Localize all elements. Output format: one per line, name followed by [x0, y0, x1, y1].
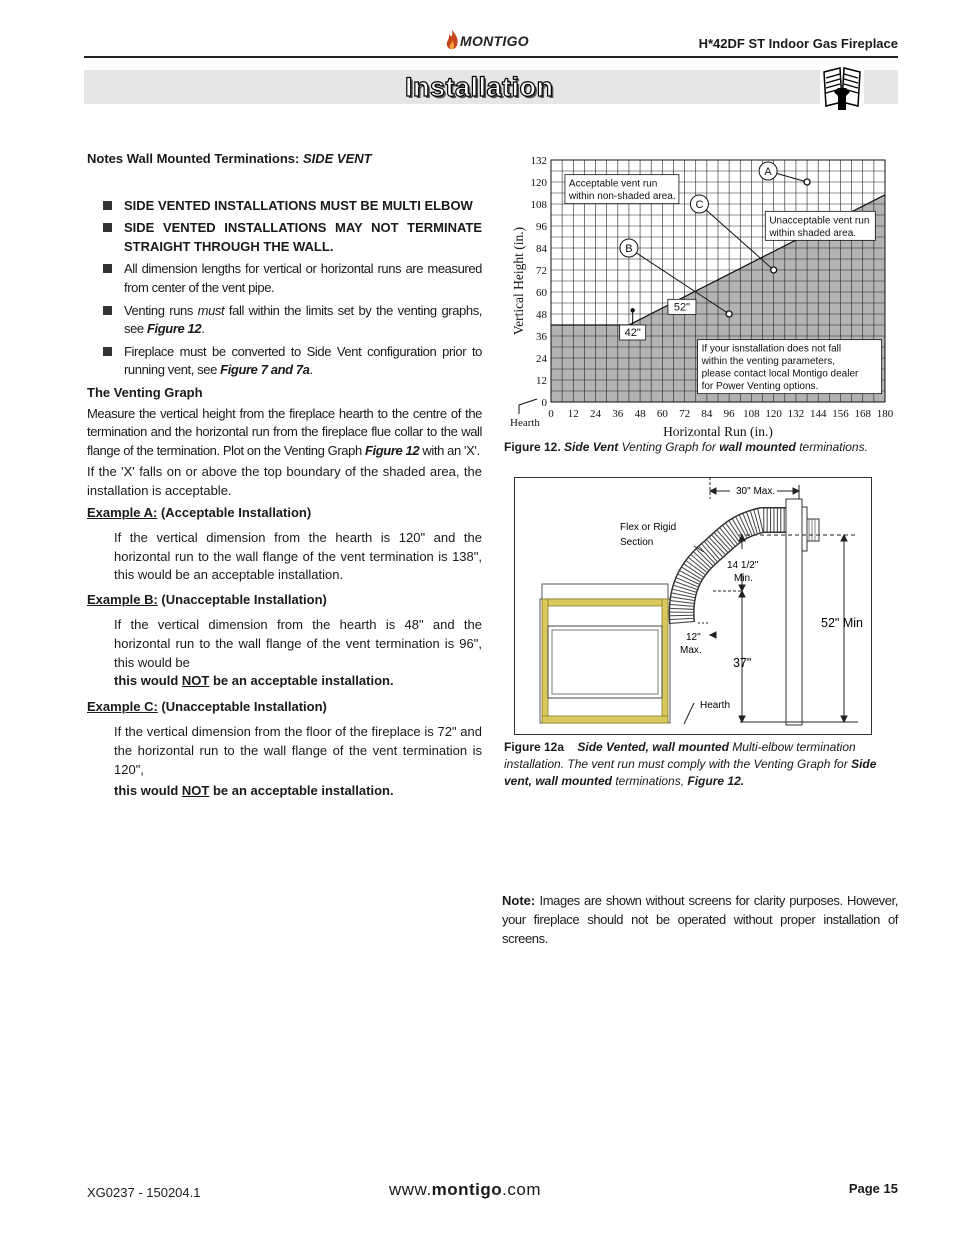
x-tick-label: 72 [679, 408, 691, 420]
example-b-text: If the vertical dimension from the hearth is 48" and the horizontal run to the wall flange of the vent termination is 96", this would be [114, 617, 482, 670]
example-c-heading: Example C: (Unacceptable Installation) [87, 698, 327, 714]
fireplace-drawing [540, 584, 670, 723]
label-12: 12" [686, 632, 701, 643]
note-acceptable-line: Acceptable vent run [568, 178, 658, 190]
y-tick-label: 96 [536, 221, 547, 233]
label-30-max: 30" Max. [736, 486, 776, 497]
example-b-heading: Example B: (Unacceptable Installation) [87, 591, 327, 607]
x-tick-label: 96 [723, 408, 735, 420]
point-b [726, 311, 732, 317]
montigo-logo [444, 26, 529, 56]
bullet-no-straight: SIDE VENTED INSTALLATIONS MAY NOT TERMINATE STRAIGHT THROUGH THE WALL. [87, 219, 482, 256]
x-tick-label: 108 [743, 408, 760, 420]
marker-label-b: B [625, 243, 633, 255]
x-tick-label: 144 [809, 408, 827, 420]
y-tick-label: 48 [536, 309, 547, 321]
manual-book-icon [820, 64, 864, 112]
website-url[interactable]: www.montigo.com [389, 1180, 542, 1199]
label-37: 37" [733, 656, 752, 670]
note-power-venting-line: for Power Venting options. [701, 381, 819, 393]
venting-graph-heading: The Venting Graph [87, 384, 203, 400]
label-max: Max. [680, 645, 702, 656]
x-tick-label: 12 [567, 408, 579, 420]
left-column [87, 150, 482, 801]
example-c-text: If the vertical dimension from the floor of the fireplace is 72" and the horizontal run to the wall flange of the vent termination is 120", [114, 724, 482, 777]
document-code: XG0237 - 150204.1 [87, 1185, 201, 1200]
brand-name: MONTIGO [460, 33, 529, 49]
y-tick-label: 60 [536, 287, 547, 299]
marker-label-c: C [695, 199, 704, 211]
bullet-multi-elbow: SIDE VENTED INSTALLATIONS MUST BE MULTI ELBOW [87, 197, 482, 216]
example-b-verdict: this would NOT be an acceptable installation. [114, 673, 394, 689]
bullet-conversion: Fireplace must be converted to Side Vent configuration prior to running vent, see Figure 7 and 7a. [87, 343, 482, 380]
notes-heading [87, 150, 482, 169]
y-tick-label: 132 [530, 155, 547, 167]
x-tick-label: 0 [548, 408, 554, 420]
label-52-min: 52" Min [821, 616, 863, 630]
example-a-text: If the vertical dimension from the hearth is 120" and the horizontal run to the wall flange of the vent termination is 138", this would be an acceptable installation. [114, 530, 482, 583]
x-tick-label: 36 [612, 408, 624, 420]
note-power-venting-line: If your isnstallation does not fall [701, 343, 842, 355]
figure-12a-caption: Figure 12a Side Vented, wall mounted Multi-elbow termination installation. The vent run must comply with the Venting Graph for Side vent, wall mounted terminations, Figure 12. [504, 740, 877, 788]
x-tick-label: 120 [765, 408, 782, 420]
hearth-label: Hearth [510, 417, 540, 429]
y-tick-label: 120 [530, 177, 547, 189]
venting-graph-paragraph: Measure the vertical height from the fireplace hearth to the centre of the termination and the horizontal run from the fireplace flue collar to the wall flange of the termination. Plot on the Venting Graph Figure 12 with an 'X'. [87, 405, 482, 458]
example-a-heading: Example A: (Acceptable Installation) [87, 504, 312, 520]
label-min: Min. [734, 573, 753, 584]
flame-icon [444, 29, 460, 53]
x-tick-label: 60 [656, 408, 668, 420]
bullet-limits: Venting runs must fall within the limits set by the venting graphs, see Figure 12. [87, 302, 482, 339]
y-tick-label: 72 [536, 265, 547, 277]
label-hearth: Hearth [700, 700, 731, 711]
x-tick-label: 168 [854, 408, 871, 420]
x-tick-label: 180 [876, 408, 894, 420]
point-a [804, 179, 810, 185]
screens-note: Note: Images are shown without screens for clarity purposes. However, your fireplace should not be operated without proper installation of screens. [502, 893, 898, 946]
label-section: Section [620, 537, 654, 548]
note-unacceptable-line: Unacceptable vent run [769, 215, 870, 227]
x-tick-label: 48 [634, 408, 646, 420]
bullet-dimensions: All dimension lengths for vertical or horizontal runs are measured from center of the vent pipe. [87, 260, 482, 297]
y-tick-label: 108 [530, 199, 547, 211]
hearth-pointer [519, 399, 537, 414]
label-14-half: 14 1/2" [727, 560, 759, 571]
note-acceptable-line: within non-shaded area. [568, 191, 676, 203]
example-c-verdict: this would NOT be an acceptable installation. [114, 783, 394, 799]
y-tick-label: 84 [536, 243, 547, 255]
dim-52-label: 52" [673, 301, 690, 314]
document-name: H*42DF ST Indoor Gas Fireplace [698, 36, 898, 51]
figure-12-caption: Figure 12. Side Vent Venting Graph for wall mounted terminations. [504, 440, 868, 454]
label-flex-or-rigid: Flex or Rigid [620, 522, 677, 533]
note-power-venting-line: please contact local Montigo dealer [701, 368, 859, 380]
venting-graph [505, 150, 900, 442]
x-tick-label: 132 [787, 408, 805, 420]
y-axis-label: Vertical Height (in.) [511, 226, 526, 336]
header-rule [84, 56, 898, 58]
y-tick-label: 24 [536, 353, 547, 365]
x-tick-label: 24 [590, 408, 602, 420]
x-tick-label: 84 [701, 408, 713, 420]
y-tick-label: 0 [541, 397, 547, 409]
page-number: Page 15 [848, 1181, 898, 1196]
dim-42-label: 42" [624, 327, 641, 339]
side-vent-diagram [514, 477, 872, 735]
acceptable-paragraph: If the 'X' falls on or above the top boundary of the shaded area, the installation is acceptable. [87, 464, 482, 498]
point-c [771, 267, 777, 273]
notes-prefix: Notes Wall Mounted Terminations: [87, 151, 303, 166]
marker-label-a: A [764, 166, 772, 178]
section-title: Installation [405, 72, 554, 102]
x-axis-label: Horizontal Run (in.) [663, 424, 773, 439]
note-unacceptable-line: within shaded area. [769, 227, 857, 239]
y-tick-label: 12 [536, 375, 547, 387]
y-tick-label: 36 [536, 331, 547, 343]
notes-emphasis: SIDE VENT [302, 151, 372, 166]
x-tick-label: 156 [832, 408, 849, 420]
note-power-venting-line: within the venting parameters, [701, 356, 835, 368]
